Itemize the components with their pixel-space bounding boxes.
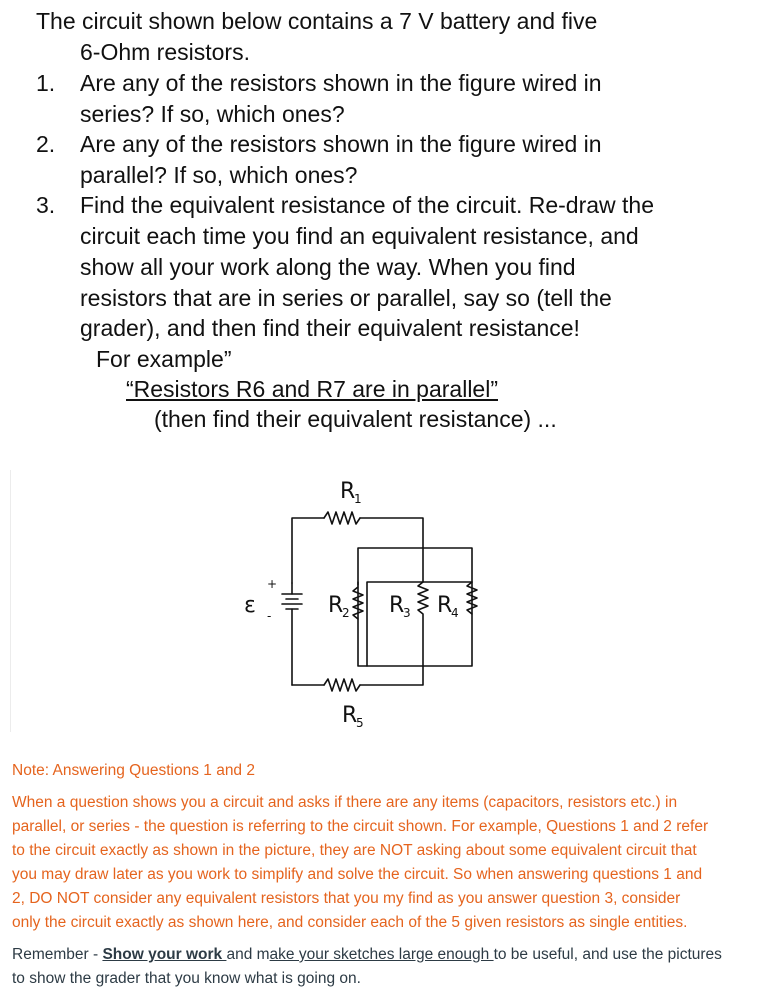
remember-line-2: to show the grader that you know what is going on. <box>12 970 361 987</box>
question-3-line-5: grader), and then find their equivalent resistance! <box>80 315 580 341</box>
remember-prefix: Remember - <box>12 946 103 963</box>
note-line-6: only the circuit exactly as shown here, and consider each of the 5 given resistors as single entities. <box>12 914 688 931</box>
r5-label: R <box>342 703 358 728</box>
r4-label: R <box>437 593 453 618</box>
top-right-wire <box>360 518 423 582</box>
r3-subscript: 3 <box>403 606 411 620</box>
note-line-5: 2, DO NOT consider any equivalent resistors that you my find as you answer question 3, consider <box>12 890 681 907</box>
circuit-diagram <box>230 470 530 732</box>
battery-plus-sign: + <box>267 577 278 591</box>
note-line-3: to the circuit exactly as shown in the picture, they are NOT asking about some equivalent circuit that <box>12 842 697 859</box>
note-title: Note: Answering Questions 1 and 2 <box>12 762 255 779</box>
question-2-line-1: Are any of the resistors shown in the figure wired in <box>80 131 602 157</box>
r1-label: R <box>340 479 356 504</box>
question-3-line-1: Find the equivalent resistance of the circuit. Re-draw the <box>80 192 655 218</box>
note-line-2: parallel, or series - the question is referring to the circuit shown. For example, Questions 1 and 2 refer <box>12 818 709 835</box>
intro-line-1: The circuit shown below contains a 7 V battery and five <box>36 8 598 34</box>
r4-subscript: 4 <box>451 606 459 620</box>
r2-subscript: 2 <box>342 606 350 620</box>
make-sketches-text: ake your sketches large enough <box>269 946 494 963</box>
remember-rest-line1: to be useful, and use the pictures <box>493 946 722 963</box>
r1-subscript: 1 <box>354 492 362 506</box>
r5-subscript: 5 <box>356 716 364 730</box>
note-line-4: you may draw later as you work to simplify and solve the circuit. So when answering questions 1 and <box>12 866 703 883</box>
show-your-work-text: Show your work <box>102 946 227 963</box>
question-2-line-2: parallel? If so, which ones? <box>80 162 358 188</box>
question-3-number: 3. <box>36 192 56 218</box>
question-3-line-3: show all your work along the way. When you find <box>80 254 576 280</box>
top-wire <box>292 518 324 583</box>
question-2-number: 2. <box>36 131 56 157</box>
question-3-line-2: circuit each time you find an equivalent resistance, and <box>80 223 639 249</box>
note-line-1: When a question shows you a circuit and asks if there are any items (capacitors, resistors etc.) in <box>12 794 678 811</box>
question-1-line-2: series? If so, which ones? <box>80 101 345 127</box>
r3-label: R <box>389 593 405 618</box>
emf-label: ε <box>244 593 256 618</box>
example-quote: “Resistors R6 and R7 are in parallel” <box>126 376 498 402</box>
intro-line-2: 6-Ohm resistors. <box>80 39 250 65</box>
figure-border <box>10 470 11 732</box>
example-followup: (then find their equivalent resistance) ... <box>154 406 557 432</box>
bottom-right-wire <box>360 666 423 685</box>
r3-resistor-zigzag <box>418 582 428 666</box>
remember-paragraph <box>12 943 747 991</box>
r5-resistor-zigzag <box>324 679 360 691</box>
battery-plates <box>282 594 302 609</box>
r1-resistor-zigzag <box>324 512 360 524</box>
question-3-line-4: resistors that are in series or parallel, say so (tell the <box>80 285 612 311</box>
battery-minus-sign: - <box>267 609 272 623</box>
question-1-line-1: Are any of the resistors shown in the figure wired in <box>80 70 602 96</box>
question-1-number: 1. <box>36 70 56 96</box>
remember-and: and m <box>226 946 270 963</box>
r2-label: R <box>328 593 344 618</box>
example-intro: For example” <box>96 346 232 372</box>
